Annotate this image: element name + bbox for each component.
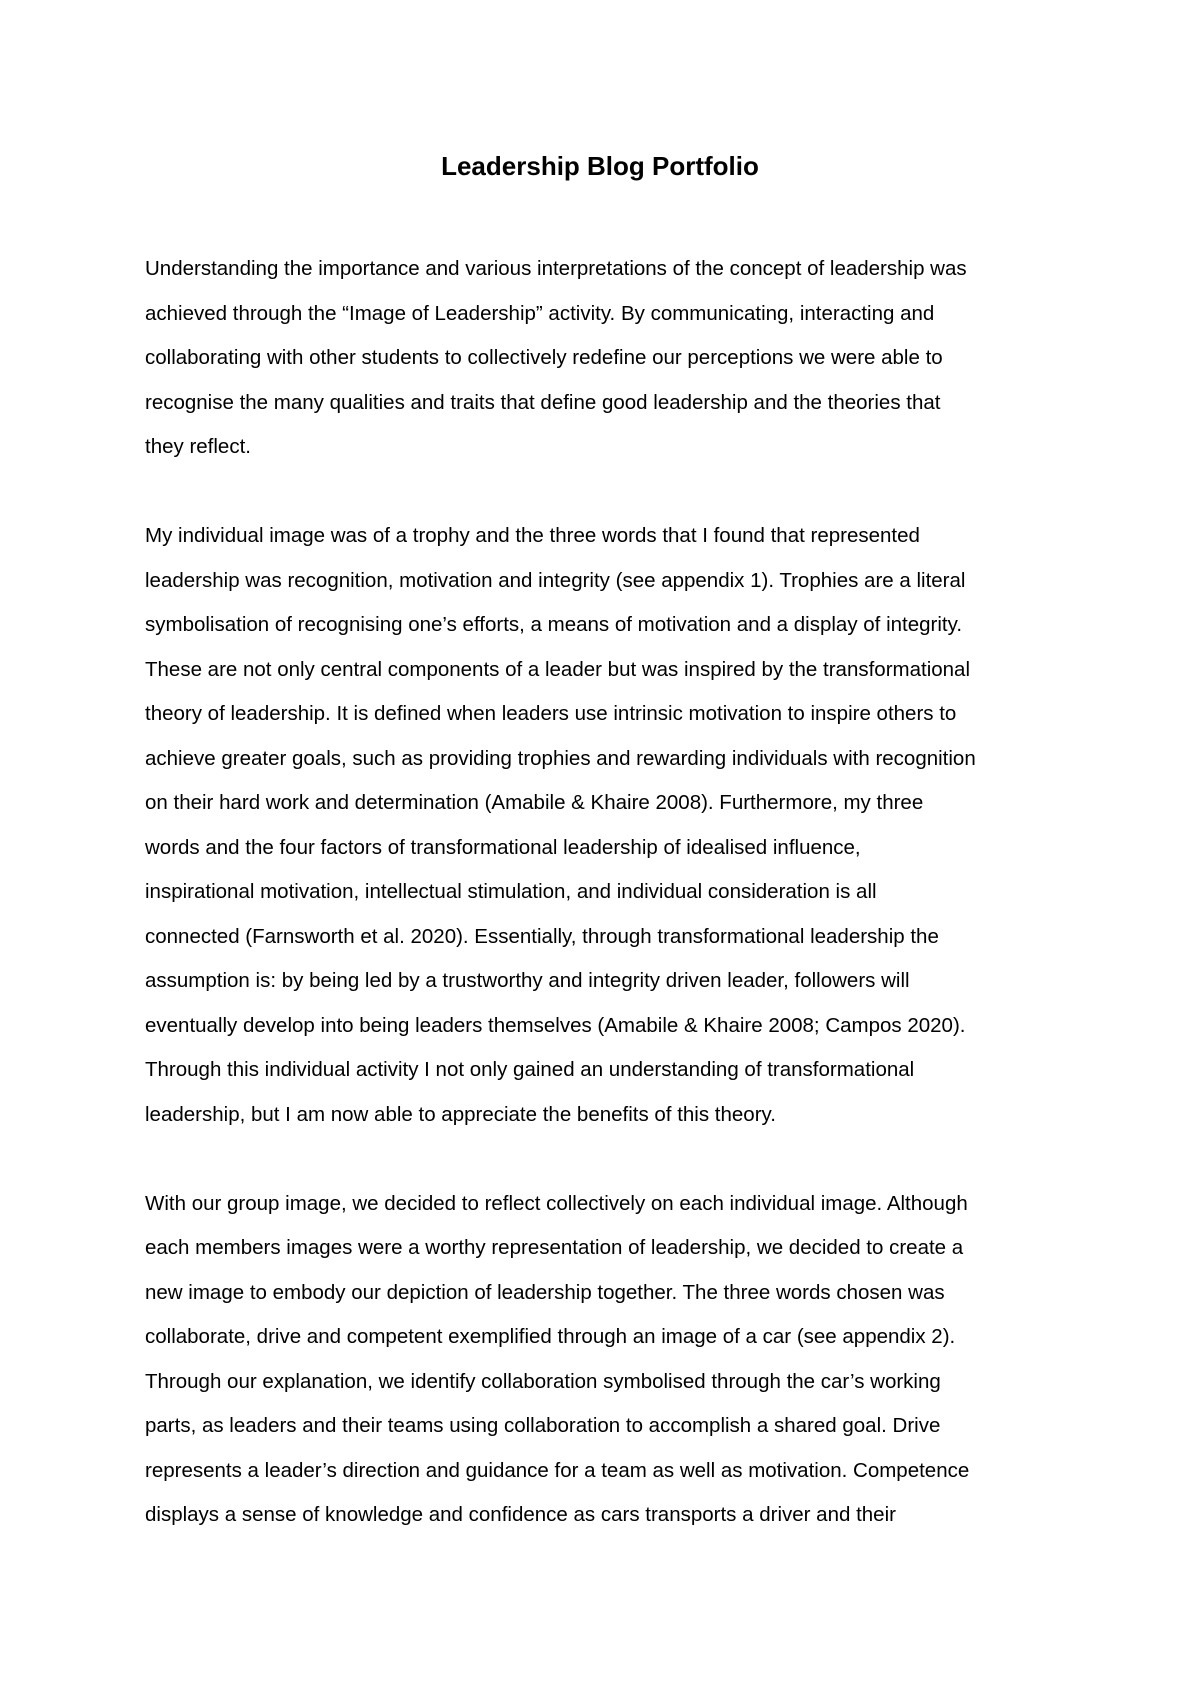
paragraph-line: Through this individual activity I not only gained an understanding of transformational xyxy=(145,1058,915,1081)
paragraph-line: leadership was recognition, motivation and integrity (see appendix 1). Trophies are a literal xyxy=(145,568,966,592)
paragraph-line: Understanding the importance and various interpretations of the concept of leadership was xyxy=(145,257,967,280)
paragraph-line: achieve greater goals, such as providing trophies and rewarding individuals with recognition xyxy=(145,746,976,770)
paragraph-line: eventually develop into being leaders themselves (Amabile & Khaire 2008; Campos 2020). xyxy=(145,1013,966,1037)
paragraph-line: new image to embody our depiction of leadership together. The three words chosen was xyxy=(145,1280,945,1304)
document-title: Leadership Blog Portfolio xyxy=(441,151,759,181)
paragraph-line: assumption is: by being led by a trustworthy and integrity driven leader, followers will xyxy=(145,969,910,992)
document-body xyxy=(145,247,1063,1538)
paragraph-line: theory of leadership. It is defined when leaders use intrinsic motivation to inspire others to xyxy=(145,702,957,725)
paragraph-line: These are not only central components of a leader but was inspired by the transformational xyxy=(145,657,971,681)
paragraph-line: collaborating with other students to collectively redefine our perceptions we were able to xyxy=(145,346,943,369)
paragraph-3 xyxy=(145,1182,1063,1538)
paragraph-line: inspirational motivation, intellectual stimulation, and individual consideration is all xyxy=(145,880,877,903)
paragraph-line: each members images were a worthy representation of leadership, we decided to create a xyxy=(145,1236,964,1259)
paragraph-spacer xyxy=(145,470,1063,515)
paragraph-line: symbolisation of recognising one’s efforts, a means of motivation and a display of integrity. xyxy=(145,613,963,636)
paragraph-line: represents a leader’s direction and guidance for a team as well as motivation. Competence xyxy=(145,1458,970,1482)
paragraph-line: connected (Farnsworth et al. 2020). Essentially, through transformational leadership the xyxy=(145,924,939,948)
paragraph-line: collaborate, drive and competent exemplified through an image of a car (see appendix 2). xyxy=(145,1325,956,1348)
paragraph-line: recognise the many qualities and traits that define good leadership and the theories that xyxy=(145,390,941,414)
paragraph-line: With our group image, we decided to reflect collectively on each individual image. Although xyxy=(145,1191,968,1215)
paragraph-line: leadership, but I am now able to appreciate the benefits of this theory. xyxy=(145,1102,776,1126)
paragraph-line: words and the four factors of transformational leadership of idealised influence, xyxy=(145,835,861,859)
paragraph-spacer xyxy=(145,1137,1063,1182)
paragraph-line: parts, as leaders and their teams using collaboration to accomplish a shared goal. Drive xyxy=(145,1414,941,1437)
paragraph-2 xyxy=(145,514,1063,1137)
paragraph-line: My individual image was of a trophy and the three words that I found that represented xyxy=(145,524,920,547)
paragraph-line: achieved through the “Image of Leadership” activity. By communicating, interacting and xyxy=(145,301,935,325)
paragraph-line: they reflect. xyxy=(145,435,251,458)
paragraph-line: on their hard work and determination (Amabile & Khaire 2008). Furthermore, my three xyxy=(145,791,924,814)
paragraph-1 xyxy=(145,247,1063,470)
paragraph-line: Through our explanation, we identify collaboration symbolised through the car’s working xyxy=(145,1369,941,1393)
paragraph-line: displays a sense of knowledge and confidence as cars transports a driver and their xyxy=(145,1503,896,1526)
